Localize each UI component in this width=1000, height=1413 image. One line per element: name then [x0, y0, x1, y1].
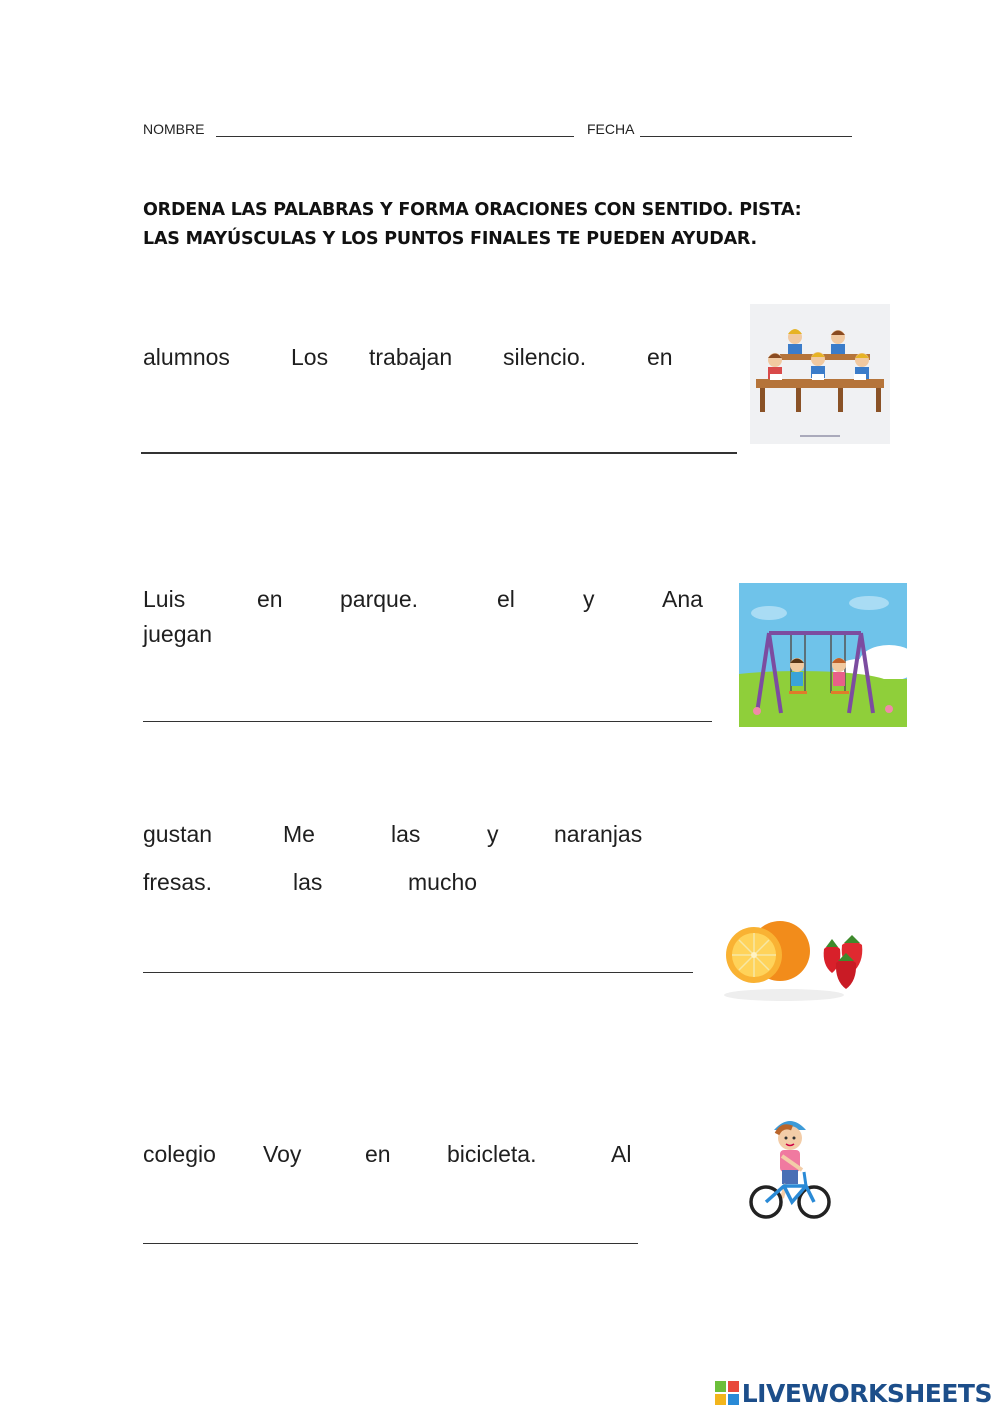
answer-input-3[interactable]: [143, 948, 693, 973]
word-tile: y: [487, 821, 499, 847]
live-logo-icon: [715, 1381, 739, 1405]
word-tile: Al: [611, 1141, 632, 1167]
brand-name: LIVEWORKSHEETS: [741, 1378, 992, 1408]
word-tile: bicicleta.: [447, 1141, 537, 1167]
word-tile: y: [583, 586, 595, 612]
answer-input-4[interactable]: [143, 1219, 638, 1244]
classroom-icon: [750, 304, 890, 444]
word-tile: en: [365, 1141, 391, 1167]
nombre-label: NOMBRE: [143, 121, 205, 137]
word-tile: el: [497, 586, 515, 612]
fecha-label: FECHA: [587, 121, 635, 137]
orange-strawberry-icon: [714, 883, 884, 1008]
fecha-field[interactable]: [640, 136, 852, 137]
word-tile: trabajan: [369, 344, 453, 370]
word-tile: Voy: [263, 1141, 302, 1167]
word-tile: las: [293, 869, 323, 895]
answer-input-1[interactable]: [141, 428, 737, 454]
word-tile: Ana: [662, 586, 703, 612]
word-tile: en: [257, 586, 283, 612]
word-tile: las: [391, 821, 421, 847]
nombre-field[interactable]: [216, 136, 574, 137]
word-tile: juegan: [143, 621, 213, 647]
playground-swing-icon: [739, 583, 907, 727]
word-tile: naranjas: [554, 821, 643, 847]
girl-bicycle-icon: [722, 1098, 857, 1238]
word-tile: Los: [291, 344, 329, 370]
word-tile: colegio: [143, 1141, 216, 1167]
word-tile: parque.: [340, 586, 419, 612]
word-tile: Me: [283, 821, 315, 847]
word-tile: silencio.: [503, 344, 587, 370]
word-tile: gustan: [143, 821, 213, 847]
answer-input-2[interactable]: [143, 697, 712, 722]
word-tile: Luis: [143, 586, 186, 612]
word-tile: fresas.: [143, 869, 213, 895]
word-tile: mucho: [408, 869, 478, 895]
word-tile: alumnos: [143, 344, 230, 370]
instruction-text: ORDENA LAS PALABRAS Y FORMA ORACIONES CON SENTIDO. PISTA: LAS MAYÚSCULAS Y LOS PUNTOS FINALES TE PUEDEN AYUDAR.: [143, 200, 802, 249]
liveworksheets-logo: [715, 1377, 992, 1409]
word-tile: en: [647, 344, 673, 370]
